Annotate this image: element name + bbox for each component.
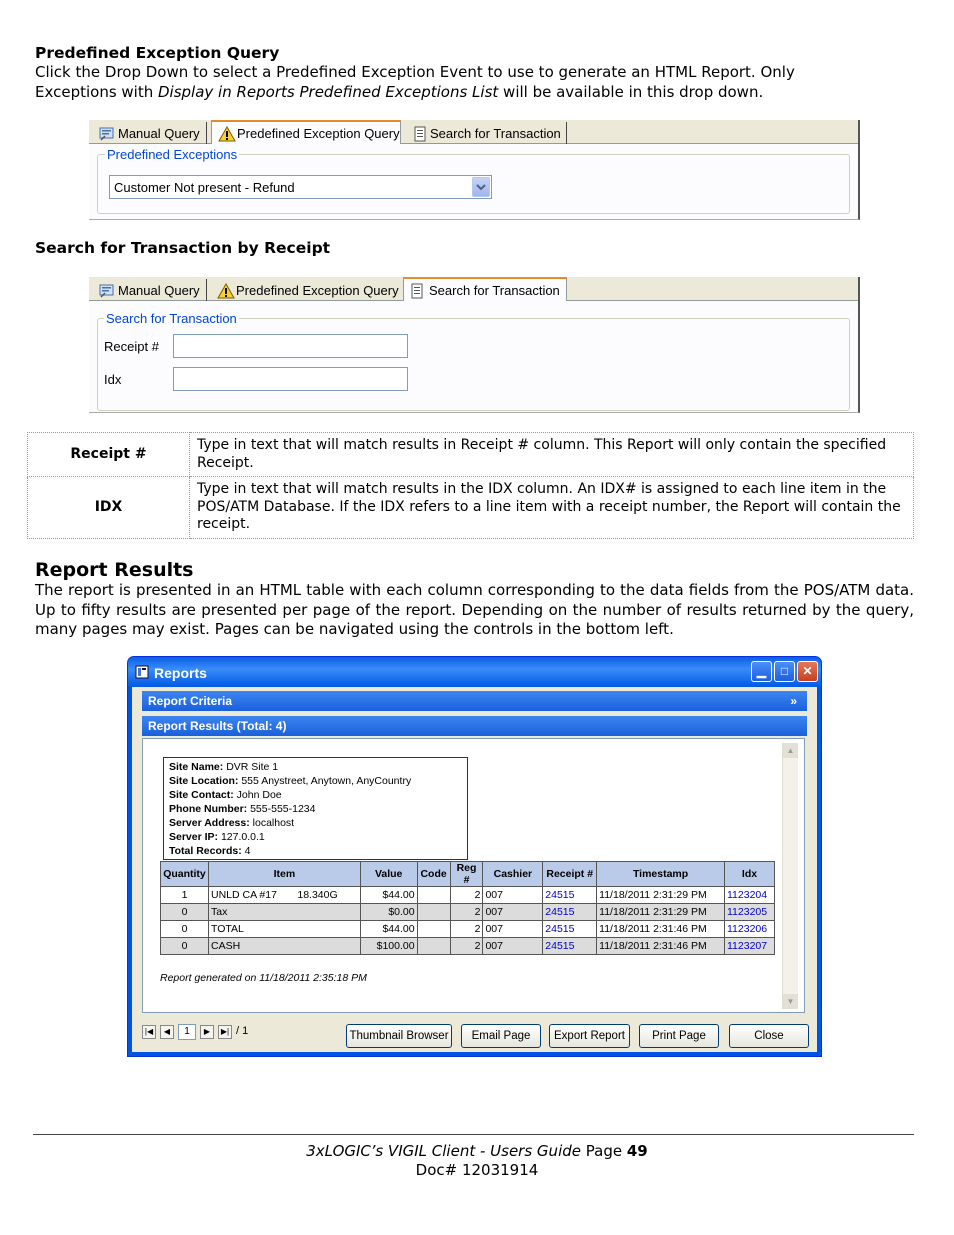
close-icon: ✕ (802, 664, 813, 678)
thumbnail-browser-button[interactable]: Thumbnail Browser (346, 1024, 452, 1048)
cell-code (417, 921, 450, 938)
info-value: 127.0.0.1 (218, 831, 265, 843)
col-value: Value (360, 862, 417, 887)
table-row (28, 477, 914, 539)
tab-strip (89, 277, 858, 301)
chevron-down-icon[interactable] (472, 177, 490, 197)
cell-idx-link[interactable]: 1123207 (724, 938, 774, 955)
title-bar[interactable] (128, 657, 821, 687)
export-report-button[interactable]: Export Report (549, 1024, 630, 1048)
print-page-button[interactable]: Print Page (639, 1024, 719, 1048)
table-text: Type in text that will match results in Receipt # column. This Report will only contain the specified Receipt. (190, 433, 914, 477)
footer-guide-title: 3xLOGIC’s VIGIL Client - Users Guide (306, 1142, 581, 1160)
info-label: Site Contact: (169, 789, 234, 801)
info-label: Phone Number: (169, 803, 248, 815)
window-icon (135, 665, 149, 682)
last-page-icon: ▶| (220, 1027, 230, 1036)
reports-window (127, 656, 822, 1057)
cell-item: UNLD CA #17 18.340G (208, 887, 360, 904)
cell-idx-link[interactable]: 1123205 (724, 904, 774, 921)
cell-code (417, 938, 450, 955)
section-predefined-text (35, 63, 915, 102)
cell-code (417, 887, 450, 904)
next-page-icon: ▶ (203, 1027, 211, 1036)
col-receipt: Receipt # (543, 862, 597, 887)
cell-cashier: 007 (483, 921, 543, 938)
cell-timestamp: 11/18/2011 2:31:29 PM (597, 904, 725, 921)
text-line-2 (35, 83, 915, 103)
cell-item: TOTAL (208, 921, 360, 938)
first-page-button[interactable] (142, 1025, 156, 1039)
cell-reg: 2 (450, 904, 483, 921)
section-title-report-results: Report Results (35, 559, 194, 581)
total-records (169, 844, 462, 858)
table-row (161, 904, 775, 921)
italic-span: Display in Reports Predefined Exceptions List (158, 82, 499, 101)
predefined-exception-panel (89, 120, 860, 220)
scroll-up-icon[interactable]: ▲ (783, 743, 798, 758)
tab-strip (89, 120, 858, 144)
next-page-button[interactable] (200, 1025, 214, 1039)
query-icon (99, 126, 115, 142)
minimize-icon: ▁ (756, 664, 767, 678)
tab-search-for-transaction[interactable] (403, 277, 567, 302)
col-reg: Reg # (450, 862, 483, 887)
tab-predefined-exception-query[interactable] (211, 120, 401, 145)
col-item: Item (208, 862, 360, 887)
idx-input[interactable] (173, 367, 408, 391)
search-transaction-panel (89, 277, 860, 413)
receipt-input[interactable] (173, 334, 408, 358)
maximize-button[interactable] (774, 661, 795, 682)
cell-receipt-link[interactable]: 24515 (543, 921, 597, 938)
cell-receipt-link[interactable]: 24515 (543, 887, 597, 904)
close-window-button[interactable] (797, 661, 818, 682)
cell-value: $0.00 (360, 904, 417, 921)
cell-quantity: 0 (161, 904, 209, 921)
site-info-box (163, 757, 468, 860)
server-address (169, 816, 462, 830)
site-contact (169, 788, 462, 802)
cell-item: Tax (208, 904, 360, 921)
tab-manual-query[interactable] (93, 122, 207, 145)
group-title: Search for Transaction (106, 311, 237, 326)
tab-search-for-transaction[interactable] (407, 122, 567, 145)
info-label: Site Name: (169, 761, 224, 773)
table-key: IDX (28, 477, 190, 539)
tab-label: Manual Query (118, 283, 200, 298)
warning-icon (218, 126, 234, 142)
idx-label: Idx (104, 372, 122, 387)
info-value: John Doe (233, 789, 282, 801)
footer-doc-number: Doc# 12031914 (415, 1161, 539, 1179)
chevron-double-down-icon[interactable]: » (790, 694, 797, 708)
table-header-row (161, 862, 775, 887)
cell-quantity: 0 (161, 938, 209, 955)
info-value: 555-555-1234 (247, 803, 316, 815)
cell-reg: 2 (450, 887, 483, 904)
query-icon (99, 283, 115, 299)
cell-value: $44.00 (360, 887, 417, 904)
cell-cashier: 007 (483, 938, 543, 955)
dropdown-value: Customer Not present - Refund (114, 180, 295, 195)
table-text: Type in text that will match results in the IDX column. An IDX# is assigned to each line item in the POS/ATM Database. If the IDX refers to a line item with a receipt number, the Report will contain the receipt. (190, 477, 914, 539)
report-results-bar: Report Results (Total: 4) (142, 716, 807, 736)
text-span: Exceptions with (35, 82, 158, 101)
table-row (161, 938, 775, 955)
cell-receipt-link[interactable]: 24515 (543, 938, 597, 955)
info-label: Server Address: (169, 817, 250, 829)
text-span: will be available in this drop down. (498, 82, 764, 101)
tab-label: Search for Transaction (429, 283, 560, 298)
col-idx: Idx (724, 862, 774, 887)
info-label: Site Location: (169, 775, 239, 787)
bar-label: Report Criteria (148, 694, 233, 708)
report-results-table (160, 861, 775, 955)
prev-page-icon: ◀ (163, 1027, 171, 1036)
cell-idx-link[interactable]: 1123206 (724, 921, 774, 938)
cell-cashier: 007 (483, 887, 543, 904)
warning-icon (217, 283, 233, 299)
info-label: Server IP: (169, 831, 219, 843)
footer-divider (33, 1134, 914, 1135)
tab-label: Search for Transaction (430, 126, 561, 141)
footer-page-word: Page (580, 1142, 627, 1160)
footer-guide-line (0, 1141, 954, 1161)
site-name (169, 760, 462, 774)
email-page-button[interactable]: Email Page (461, 1024, 541, 1048)
info-value: DVR Site 1 (223, 761, 279, 773)
footer-page-number: 49 (626, 1142, 648, 1160)
document-icon (410, 283, 426, 299)
window-title: Reports (154, 665, 207, 681)
document-icon (413, 126, 427, 142)
section-title-predefined: Predefined Exception Query (35, 44, 280, 62)
cell-timestamp: 11/18/2011 2:31:46 PM (597, 938, 725, 955)
cell-timestamp: 11/18/2011 2:31:46 PM (597, 921, 725, 938)
report-generated-note: Report generated on 11/18/2011 2:35:18 PM (160, 972, 367, 984)
site-location (169, 774, 462, 788)
col-quantity: Quantity (161, 862, 209, 887)
cell-reg: 2 (450, 921, 483, 938)
tab-body (89, 301, 858, 412)
report-results-text: The report is presented in an HTML table with each column corresponding to the data fields from the POS/ATM data. Up to fifty results are presented per page of the report. Depending on the number of results returned by the query, many pages may exist. Pages can be navigated using the controls in the bottom left. (35, 581, 914, 638)
cell-cashier: 007 (483, 904, 543, 921)
cell-idx-link[interactable]: 1123204 (724, 887, 774, 904)
table-row (161, 887, 775, 904)
cell-receipt-link[interactable]: 24515 (543, 904, 597, 921)
info-value: 4 (241, 845, 251, 857)
tab-manual-query[interactable] (93, 279, 207, 302)
info-value: localhost (249, 817, 295, 829)
page-total: / 1 (236, 1025, 249, 1037)
group-title: Predefined Exceptions (107, 147, 238, 162)
minimize-button[interactable] (751, 661, 772, 682)
cell-quantity: 1 (161, 887, 209, 904)
cell-value: $100.00 (360, 938, 417, 955)
prev-page-button[interactable] (160, 1025, 174, 1039)
phone-number (169, 802, 462, 816)
search-transaction-group (97, 318, 850, 411)
tab-label: Predefined Exception Query (236, 283, 399, 298)
field-description-table (27, 432, 914, 539)
tab-label: Manual Query (118, 126, 200, 141)
window-body (132, 687, 817, 1052)
table-key: Receipt # (28, 433, 190, 477)
cell-timestamp: 11/18/2011 2:31:29 PM (597, 887, 725, 904)
scroll-down-icon[interactable]: ▼ (783, 994, 798, 1009)
page-number-input[interactable]: 1 (178, 1024, 196, 1040)
report-criteria-bar[interactable] (142, 691, 807, 711)
tab-body (89, 144, 858, 219)
first-page-icon: |◀ (144, 1027, 154, 1036)
close-button[interactable]: Close (729, 1024, 809, 1048)
report-content-area (142, 738, 805, 1013)
info-value: 555 Anystreet, Anytown, AnyCountry (238, 775, 412, 787)
vertical-scrollbar[interactable] (782, 743, 798, 1009)
table-row (28, 433, 914, 477)
col-timestamp: Timestamp (597, 862, 725, 887)
receipt-label: Receipt # (104, 339, 159, 354)
cell-code (417, 904, 450, 921)
col-cashier: Cashier (483, 862, 543, 887)
server-ip (169, 830, 462, 844)
section-title-search-receipt: Search for Transaction by Receipt (35, 239, 331, 257)
col-code: Code (417, 862, 450, 887)
tab-label: Predefined Exception Query (237, 126, 400, 141)
info-label: Total Records: (169, 845, 242, 857)
cell-reg: 2 (450, 938, 483, 955)
cell-item: CASH (208, 938, 360, 955)
text-line-1: Click the Drop Down to select a Predefined Exception Event to use to generate an HTML Report. Only (35, 63, 795, 81)
tab-predefined-exception-query[interactable] (211, 279, 401, 302)
maximize-icon: □ (780, 664, 789, 678)
cell-quantity: 0 (161, 921, 209, 938)
cell-value: $44.00 (360, 921, 417, 938)
predefined-exception-dropdown[interactable] (109, 175, 492, 199)
table-row (161, 921, 775, 938)
last-page-button[interactable] (218, 1025, 232, 1039)
